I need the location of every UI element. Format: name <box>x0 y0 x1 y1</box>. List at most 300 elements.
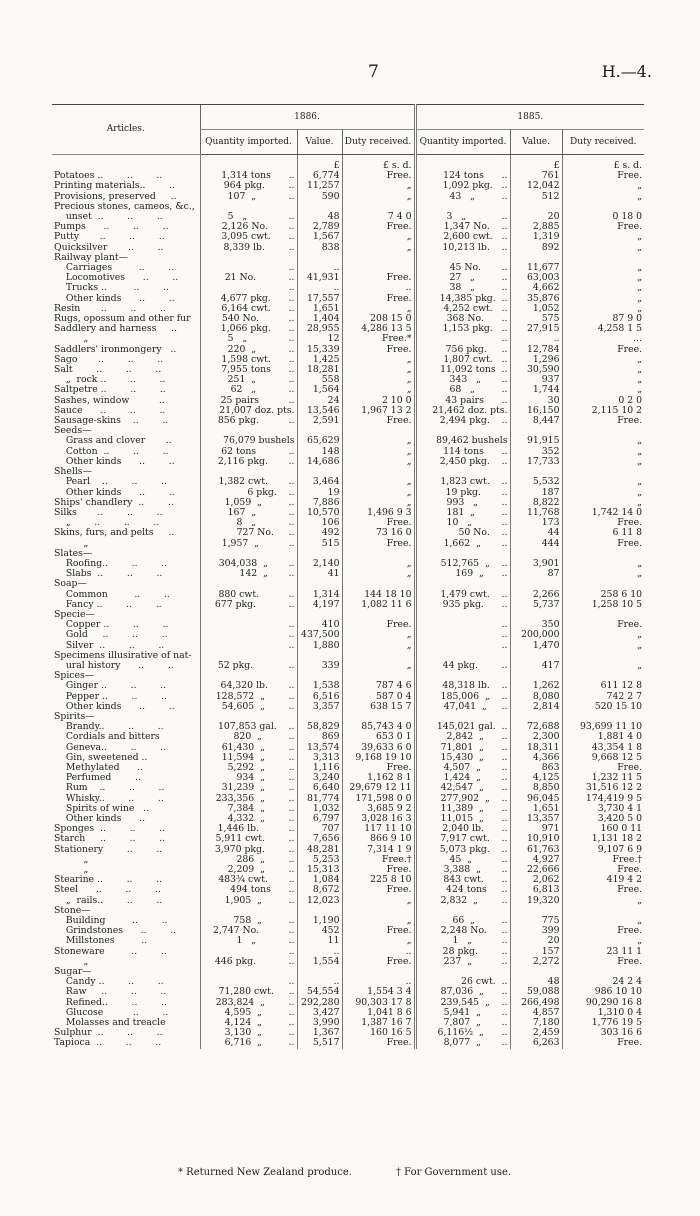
duty-1886-cell <box>342 467 415 477</box>
value-1886-cell <box>297 426 342 436</box>
quantity-1886-cell: 5,292 „ .. <box>200 763 297 773</box>
value-1885-cell: 61,763 <box>510 845 562 855</box>
table-row <box>52 885 644 895</box>
quantity-1886-cell: 6 pkg. .. <box>200 488 297 498</box>
duty-1885-cell <box>562 671 644 681</box>
article-cell: Sugar— <box>54 967 92 978</box>
quantity-1886-cell: 1 „ .. <box>200 936 297 946</box>
value-1885-cell: 7,180 <box>510 1018 562 1028</box>
value-1886-cell: 492 <box>297 528 342 538</box>
document-reference: H.—4. <box>601 62 652 81</box>
duty-1885-cell: 4,258 1 5 <box>562 324 644 334</box>
quantity-1886-cell: 107 „ .. <box>200 192 297 202</box>
value-1886-cell: 106 <box>297 518 342 528</box>
table-row <box>52 814 644 824</box>
duty-1885-cell: „ <box>562 488 644 498</box>
quantity-1885-cell: 43 „ .. <box>415 192 510 202</box>
unit-lsd: £ s. d. <box>342 155 415 172</box>
table-row <box>52 590 644 600</box>
duty-1886-cell: 7 4 0 <box>342 212 415 222</box>
value-1885-cell: 17,733 <box>510 457 562 467</box>
quantity-1885-cell <box>415 579 510 589</box>
value-1885-cell: 417 <box>510 661 562 671</box>
value-1885-cell: 8,080 <box>510 692 562 702</box>
imports-table <box>52 104 644 1049</box>
article-cell: Sashes, window .. <box>54 395 165 406</box>
value-1886-cell: .. <box>297 947 342 957</box>
value-1886-cell: 1,314 <box>297 590 342 600</box>
quantity-1885-cell: 47,041 „ .. <box>415 702 510 712</box>
duty-1885-cell: „ <box>562 263 644 273</box>
duty-1886-cell: „ <box>342 457 415 467</box>
article-cell: Spices— <box>54 671 95 682</box>
quantity-1885-cell: 993 „ .. <box>415 498 510 508</box>
duty-1886-cell: Free. <box>342 926 415 936</box>
duty-1886-cell: 638 15 7 <box>342 702 415 712</box>
value-1885-cell: 27,915 <box>510 324 562 334</box>
duty-header-1886: Duty received. <box>342 130 415 155</box>
article-cell: Slates— <box>54 548 93 559</box>
table-row <box>52 518 644 528</box>
value-1885-cell: 937 <box>510 375 562 385</box>
value-1886-cell: .. <box>297 977 342 987</box>
quantity-1885-cell: 42,547 „ .. <box>415 783 510 793</box>
quantity-1885-cell: 87,036 „ .. <box>415 987 510 997</box>
table-row <box>52 477 644 487</box>
duty-1885-cell <box>562 967 644 977</box>
duty-1886-cell: 144 18 10 <box>342 590 415 600</box>
duty-1885-cell: Free.† <box>562 855 644 865</box>
value-1886-cell: 1,651 <box>297 304 342 314</box>
quantity-1886-cell: .. <box>200 977 297 987</box>
table-row <box>52 794 644 804</box>
quantity-1885-cell: 185,006 „ .. <box>415 692 510 702</box>
duty-1886-cell: 866 9 10 <box>342 834 415 844</box>
article-cell: Glucose .. .. <box>54 1007 169 1018</box>
table-row <box>52 171 644 181</box>
value-1885-cell: 1,319 <box>510 232 562 242</box>
value-1885-cell: 2,459 <box>510 1028 562 1038</box>
quantity-1885-cell: 145,021 gal. .. <box>415 722 510 732</box>
quantity-1886-cell <box>200 579 297 589</box>
value-1886-cell: 10,570 <box>297 508 342 518</box>
table-row <box>52 630 644 640</box>
quantity-1886-cell <box>200 426 297 436</box>
quantity-1885-cell: 71,801 „ .. <box>415 743 510 753</box>
duty-1886-cell: 587 0 4 <box>342 692 415 702</box>
value-1885-cell: 6,263 <box>510 1038 562 1048</box>
quantity-1886-cell: 107,853 gal. .. <box>200 722 297 732</box>
duty-1886-cell <box>342 253 415 263</box>
value-1885-cell: 1,744 <box>510 385 562 395</box>
article-cell: Carriages .. .. <box>54 263 175 274</box>
value-1886-cell: 707 <box>297 824 342 834</box>
duty-1885-cell: „ <box>562 457 644 467</box>
value-1885-cell: .. <box>510 334 562 344</box>
quantity-1885-cell: 14,385 pkg. .. <box>415 294 510 304</box>
duty-1886-cell: Free. <box>342 539 415 549</box>
table-row <box>52 283 644 293</box>
duty-1886-cell: 1,496 9 3 <box>342 508 415 518</box>
duty-1885-cell <box>562 579 644 589</box>
value-1885-cell: 2,266 <box>510 590 562 600</box>
quantity-1885-cell: 38 „ .. <box>415 283 510 293</box>
duty-1885-cell: Free. <box>562 763 644 773</box>
quantity-1885-cell: 11,015 „ .. <box>415 814 510 824</box>
duty-1886-cell: Free. <box>342 518 415 528</box>
quantity-1886-cell: 727 No. .. <box>200 528 297 538</box>
value-1886-cell: 11 <box>297 936 342 946</box>
quantity-1885-cell: 277,902 „ .. <box>415 794 510 804</box>
table-row <box>52 661 644 671</box>
article-cell: „ <box>54 334 89 345</box>
duty-1885-cell: 1,258 10 5 <box>562 600 644 610</box>
duty-1885-cell: Free. <box>562 885 644 895</box>
quantity-1885-cell: 28 pkg. .. <box>415 947 510 957</box>
duty-1885-cell: ... <box>562 334 644 344</box>
value-1886-cell: 12,023 <box>297 896 342 906</box>
value-1885-cell: 399 <box>510 926 562 936</box>
value-1886-cell <box>297 906 342 916</box>
value-1885-cell: 13,357 <box>510 814 562 824</box>
article-cell: Provisions, preserved .. <box>54 191 177 202</box>
table-row <box>52 385 644 395</box>
quantity-1885-cell: 1,479 cwt. .. <box>415 590 510 600</box>
quantity-1885-cell: 8,077 „ .. <box>415 1038 510 1048</box>
article-cell: unset .. .. .. <box>54 212 163 223</box>
table-row <box>52 722 644 732</box>
quantity-1886-cell: 2,209 „ .. <box>200 865 297 875</box>
value-1885-cell: 91,915 <box>510 436 562 446</box>
duty-1886-cell: Free. <box>342 222 415 232</box>
value-1885-cell: 173 <box>510 518 562 528</box>
table-row <box>52 375 644 385</box>
quantity-1886-cell <box>200 202 297 212</box>
value-1886-cell <box>297 253 342 263</box>
quantity-1886-cell: 5,911 cwt. .. <box>200 834 297 844</box>
duty-1885-cell: „ <box>562 365 644 375</box>
duty-1886-cell <box>342 671 415 681</box>
quantity-1885-cell: 2,832 „ .. <box>415 896 510 906</box>
duty-1886-cell: Free. <box>342 294 415 304</box>
article-cell: Silver .. .. .. <box>54 640 165 651</box>
quantity-header-1886: Quantity imported. <box>200 130 297 155</box>
quantity-1885-cell: 169 „ .. <box>415 569 510 579</box>
quantity-1886-cell: 61,430 „ .. <box>200 743 297 753</box>
duty-1886-cell: „ <box>342 896 415 906</box>
duty-1885-cell: „ <box>562 232 644 242</box>
articles-header: Articles. <box>52 105 200 155</box>
quantity-1886-cell: 1,382 cwt. .. <box>200 477 297 487</box>
duty-1886-cell: Free.† <box>342 855 415 865</box>
article-cell: Candy .. .. .. <box>54 977 164 988</box>
duty-1886-cell: „ <box>342 243 415 253</box>
table-row <box>52 671 644 681</box>
table-row <box>52 855 644 865</box>
value-1886-cell: 1,554 <box>297 957 342 967</box>
value-1886-cell: 3,357 <box>297 702 342 712</box>
duty-1885-cell: „ <box>562 283 644 293</box>
value-1885-cell: 2,062 <box>510 875 562 885</box>
article-cell: „ <box>54 854 89 865</box>
duty-1885-cell: 24 2 4 <box>562 977 644 987</box>
value-1886-cell: 148 <box>297 447 342 457</box>
quantity-1886-cell <box>200 253 297 263</box>
value-1886-cell <box>297 712 342 722</box>
duty-1886-cell: „ <box>342 661 415 671</box>
duty-1885-cell <box>562 202 644 212</box>
value-1886-cell: 24 <box>297 396 342 406</box>
duty-1885-cell: „ <box>562 896 644 906</box>
value-1886-cell: 81,774 <box>297 794 342 804</box>
duty-1886-cell: 90,303 17 8 <box>342 998 415 1008</box>
article-cell: Other kinds .. .. <box>54 456 175 467</box>
duty-1885-cell: 31,516 12 2 <box>562 783 644 793</box>
quantity-1885-cell: 843 cwt. .. <box>415 875 510 885</box>
value-1886-cell: 12 <box>297 334 342 344</box>
quantity-1886-cell: 934 „ .. <box>200 773 297 783</box>
quantity-1886-cell: 128,572 „ .. <box>200 692 297 702</box>
article-cell: „ rock .. .. .. <box>54 375 166 386</box>
table-row <box>52 641 644 651</box>
value-1886-cell: 339 <box>297 661 342 671</box>
duty-1886-cell: 7,314 1 9 <box>342 845 415 855</box>
table-row <box>52 712 644 722</box>
table-row <box>52 610 644 620</box>
quantity-1885-cell: 114 tons .. <box>415 447 510 457</box>
duty-1886-cell: 73 16 0 <box>342 528 415 538</box>
duty-1886-cell <box>342 579 415 589</box>
duty-1885-cell: „ <box>562 385 644 395</box>
value-1886-cell: 410 <box>297 620 342 630</box>
duty-1886-cell: 29,679 12 11 <box>342 783 415 793</box>
value-1886-cell: 7,886 <box>297 498 342 508</box>
quantity-1885-cell: .. <box>415 641 510 651</box>
value-1886-cell: 1,404 <box>297 314 342 324</box>
quantity-1886-cell: 64,320 lb. .. <box>200 681 297 691</box>
duty-1886-cell: Free. <box>342 171 415 181</box>
value-1886-cell: 41,931 <box>297 273 342 283</box>
duty-1885-cell <box>562 610 644 620</box>
article-cell: Ships' chandlery .. .. <box>54 497 174 508</box>
value-1885-cell: 775 <box>510 916 562 926</box>
value-1886-cell: 7,656 <box>297 834 342 844</box>
quantity-1885-cell: 424 tons .. <box>415 885 510 895</box>
quantity-1885-cell: 5,073 pkg. .. <box>415 845 510 855</box>
quantity-1885-cell: 2,494 pkg. .. <box>415 416 510 426</box>
quantity-1886-cell: 758 „ .. <box>200 916 297 926</box>
article-cell: Cotton .. .. .. <box>54 446 169 457</box>
value-1885-cell <box>510 202 562 212</box>
value-1886-cell: 6,797 <box>297 814 342 824</box>
duty-1886-cell: „ <box>342 630 415 640</box>
quantity-1885-cell: 48,318 lb. .. <box>415 681 510 691</box>
duty-1885-cell: 93,699 11 10 <box>562 722 644 732</box>
article-cell: Building .. .. <box>54 916 168 927</box>
table-row <box>52 324 644 334</box>
value-1886-cell: 1,116 <box>297 763 342 773</box>
table-row <box>52 436 644 446</box>
article-cell: Other kinds .. .. <box>54 293 175 304</box>
article-cell: Refined.. .. .. <box>54 997 167 1008</box>
article-cell: Sulphur .. .. .. <box>54 1028 163 1039</box>
quantity-1885-cell: 11,389 „ .. <box>415 804 510 814</box>
article-cell: Soap— <box>54 579 87 590</box>
value-1885-cell <box>510 671 562 681</box>
table-row <box>52 936 644 946</box>
table-row <box>52 926 644 936</box>
unit-pounds: £ <box>297 155 342 172</box>
article-cell: Potatoes .. .. .. <box>54 171 163 182</box>
value-1886-cell: 3,464 <box>297 477 342 487</box>
quantity-1885-cell: 7,807 „ .. <box>415 1018 510 1028</box>
table-row <box>52 467 644 477</box>
quantity-1886-cell: 283,824 „ .. <box>200 998 297 1008</box>
value-1885-cell: 96,045 <box>510 794 562 804</box>
article-cell: Cordials and bitters <box>54 732 160 743</box>
duty-1886-cell: 787 4 6 <box>342 681 415 691</box>
value-1886-cell: 6,516 <box>297 692 342 702</box>
table-row <box>52 620 644 630</box>
duty-1885-cell: 0 18 0 <box>562 212 644 222</box>
quantity-1886-cell <box>200 651 297 661</box>
article-cell: Millstones .. <box>54 936 148 947</box>
value-1886-cell: 4,197 <box>297 600 342 610</box>
duty-1885-cell: 986 10 10 <box>562 987 644 997</box>
value-1886-cell: 3,990 <box>297 1018 342 1028</box>
quantity-1885-cell: 2,248 No. .. <box>415 926 510 936</box>
article-cell: Starch .. .. .. <box>54 834 166 845</box>
value-1885-cell: 4,662 <box>510 283 562 293</box>
duty-1885-cell: 43,354 1 8 <box>562 743 644 753</box>
duty-1885-cell: Free. <box>562 539 644 549</box>
value-1886-cell: 48,281 <box>297 845 342 855</box>
value-1885-cell: 44 <box>510 528 562 538</box>
duty-1886-cell <box>342 651 415 661</box>
duty-1886-cell <box>342 967 415 977</box>
duty-1886-cell: 171,598 0 0 <box>342 794 415 804</box>
quantity-1885-cell: 50 No. .. <box>415 528 510 538</box>
table-row <box>52 702 644 712</box>
duty-1885-cell: „ <box>562 936 644 946</box>
duty-1886-cell: 85,743 4 0 <box>342 722 415 732</box>
table-row <box>52 569 644 579</box>
table-row <box>52 681 644 691</box>
value-1885-cell: 12,042 <box>510 181 562 191</box>
duty-1886-cell: „ <box>342 498 415 508</box>
duty-1885-cell: 6 11 8 <box>562 528 644 538</box>
value-1885-cell: 30 <box>510 396 562 406</box>
value-1885-cell: 18,311 <box>510 743 562 753</box>
value-1886-cell <box>297 967 342 977</box>
value-1886-cell: 6,640 <box>297 783 342 793</box>
quantity-1886-cell: 856 pkg. .. <box>200 416 297 426</box>
quantity-1885-cell <box>415 712 510 722</box>
duty-1885-cell: 9,107 6 9 <box>562 845 644 855</box>
article-cell: Roofing.. .. .. <box>54 558 168 569</box>
quantity-1885-cell: 2,450 pkg. .. <box>415 457 510 467</box>
duty-1885-cell: Free. <box>562 926 644 936</box>
article-cell: Pearl .. .. .. <box>54 477 167 488</box>
duty-1885-cell: 258 6 10 <box>562 590 644 600</box>
quantity-1886-cell: 880 cwt. .. <box>200 590 297 600</box>
quantity-1886-cell: 62 tons .. <box>200 447 297 457</box>
table-row <box>52 845 644 855</box>
quantity-1886-cell: 1,059 „ .. <box>200 498 297 508</box>
duty-1885-cell: „ <box>562 661 644 671</box>
duty-1886-cell: „ <box>342 641 415 651</box>
article-cell: Spirits of wine .. <box>54 803 150 814</box>
quantity-1886-cell: 62 „ .. <box>200 385 297 395</box>
value-1885-cell: 20 <box>510 212 562 222</box>
value-1886-cell: 3,240 <box>297 773 342 783</box>
article-cell: Ginger .. .. .. <box>54 681 167 692</box>
quantity-1886-cell: 21,007 doz. pts. <box>200 406 297 416</box>
value-1886-cell: 1,367 <box>297 1028 342 1038</box>
duty-1885-cell <box>562 549 644 559</box>
value-1885-cell: 157 <box>510 947 562 957</box>
value-1885-cell <box>510 549 562 559</box>
duty-1886-cell: .. <box>342 977 415 987</box>
duty-1885-cell: Free. <box>562 1038 644 1048</box>
article-cell: Seeds— <box>54 426 92 437</box>
table-row <box>52 447 644 457</box>
table-row <box>52 763 644 773</box>
quantity-1886-cell <box>200 906 297 916</box>
quantity-1886-cell: 2,126 No. .. <box>200 222 297 232</box>
value-1886-cell: 3,313 <box>297 753 342 763</box>
quantity-1886-cell: 11,594 „ .. <box>200 753 297 763</box>
duty-1886-cell: „ <box>342 477 415 487</box>
table-row <box>52 957 644 967</box>
duty-1886-cell: 9,168 19 10 <box>342 753 415 763</box>
page-number: 7 <box>368 62 379 82</box>
duty-1885-cell <box>562 426 644 436</box>
value-1886-cell: 5,253 <box>297 855 342 865</box>
quantity-1885-cell: 68 „ .. <box>415 385 510 395</box>
value-1885-cell <box>510 610 562 620</box>
value-1886-cell: 6,774 <box>297 171 342 181</box>
value-1885-cell: 30,590 <box>510 365 562 375</box>
quantity-header-1885: Quantity imported. <box>415 130 510 155</box>
article-cell: Methylated .. <box>54 762 144 773</box>
quantity-1885-cell: 3 „ .. <box>415 212 510 222</box>
table-row <box>52 334 644 344</box>
duty-1885-cell: 1,232 11 5 <box>562 773 644 783</box>
value-1885-cell: 1,470 <box>510 641 562 651</box>
value-1885-cell <box>510 712 562 722</box>
quantity-1886-cell: 7,955 tons .. <box>200 365 297 375</box>
duty-1885-cell: „ <box>562 192 644 202</box>
table-row <box>52 457 644 467</box>
duty-1886-cell: 4,286 13 5 <box>342 324 415 334</box>
duty-1886-cell: Free. <box>342 885 415 895</box>
table-row <box>52 181 644 191</box>
duty-1885-cell <box>562 651 644 661</box>
value-1885-cell: 10,910 <box>510 834 562 844</box>
quantity-1885-cell: 1,823 cwt. .. <box>415 477 510 487</box>
value-1886-cell <box>297 549 342 559</box>
duty-1886-cell: Free. <box>342 957 415 967</box>
quantity-1886-cell: 3,970 pkg. .. <box>200 845 297 855</box>
duty-1885-cell: „ <box>562 641 644 651</box>
article-cell: Stone— <box>54 905 91 916</box>
duty-1886-cell: 117 11 10 <box>342 824 415 834</box>
quantity-1886-cell: 494 tons .. <box>200 885 297 895</box>
value-1885-cell <box>510 426 562 436</box>
value-1886-cell: 558 <box>297 375 342 385</box>
value-1886-cell: 58,829 <box>297 722 342 732</box>
